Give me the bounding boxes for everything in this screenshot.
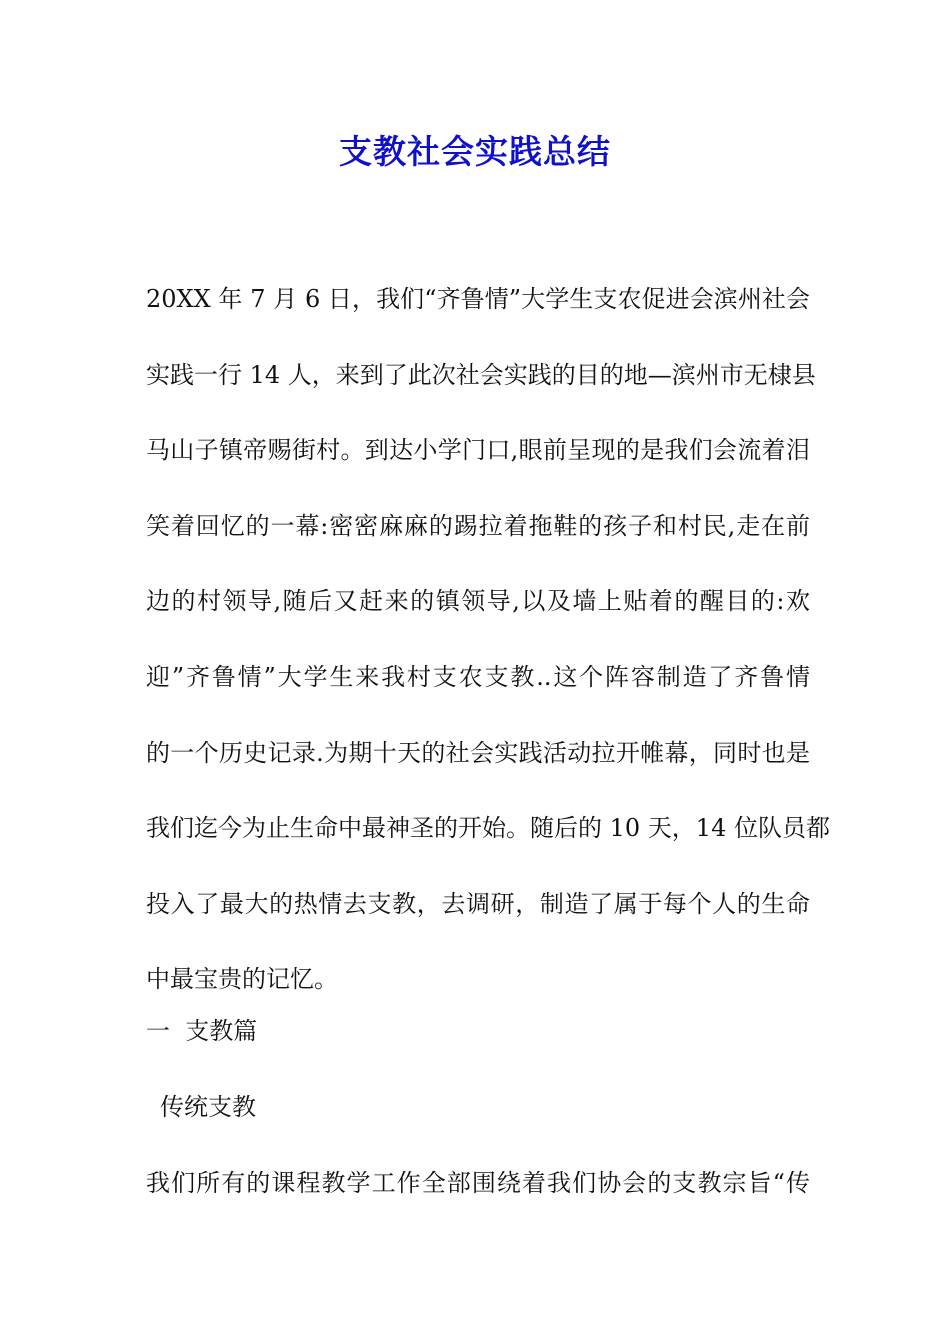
paragraph-line: 我们所有的课程教学工作全部围绕着我们协会的支教宗旨“传 bbox=[146, 1169, 810, 1197]
paragraph-line: 20XX 年 7 月 6 日，我们“齐鲁情”大学生支农促进会滨州社会 bbox=[146, 285, 810, 313]
paragraph-line: 的一个历史记录.为期十天的社会实践活动拉开帷幕，同时也是 bbox=[146, 738, 810, 767]
document-title: 支教社会实践总结 bbox=[339, 132, 611, 171]
paragraph-line: 投入了最大的热情去支教，去调研，制造了属于每个人的生命 bbox=[146, 889, 810, 918]
subsection-heading: 传统支教 bbox=[160, 1093, 256, 1121]
intro-paragraph bbox=[146, 262, 830, 1018]
paragraph-line: 边的村领导,随后又赶来的镇领导,以及墙上贴着的醒目的:欢 bbox=[146, 587, 810, 616]
paragraph-line: 迎”齐鲁情”大学生来我村支农支教..这个阵容制造了齐鲁情 bbox=[146, 662, 810, 691]
paragraph-line: 笑着回忆的一幕:密密麻麻的踢拉着拖鞋的孩子和村民,走在前 bbox=[146, 511, 810, 540]
paragraph-line: 马山子镇帝赐街村。到达小学门口,眼前呈现的是我们会流着泪 bbox=[146, 436, 810, 465]
paragraph-line: 我们迄今为止生命中最神圣的开始。随后的 10 天，14 位队员都 bbox=[146, 814, 830, 843]
paragraph-line: 中最宝贵的记忆。 bbox=[146, 965, 338, 994]
paragraph-line: 实践一行 14 人，来到了此次社会实践的目的地—滨州市无棣县 bbox=[146, 360, 816, 389]
section-heading: 一 支教篇 bbox=[146, 1017, 258, 1045]
